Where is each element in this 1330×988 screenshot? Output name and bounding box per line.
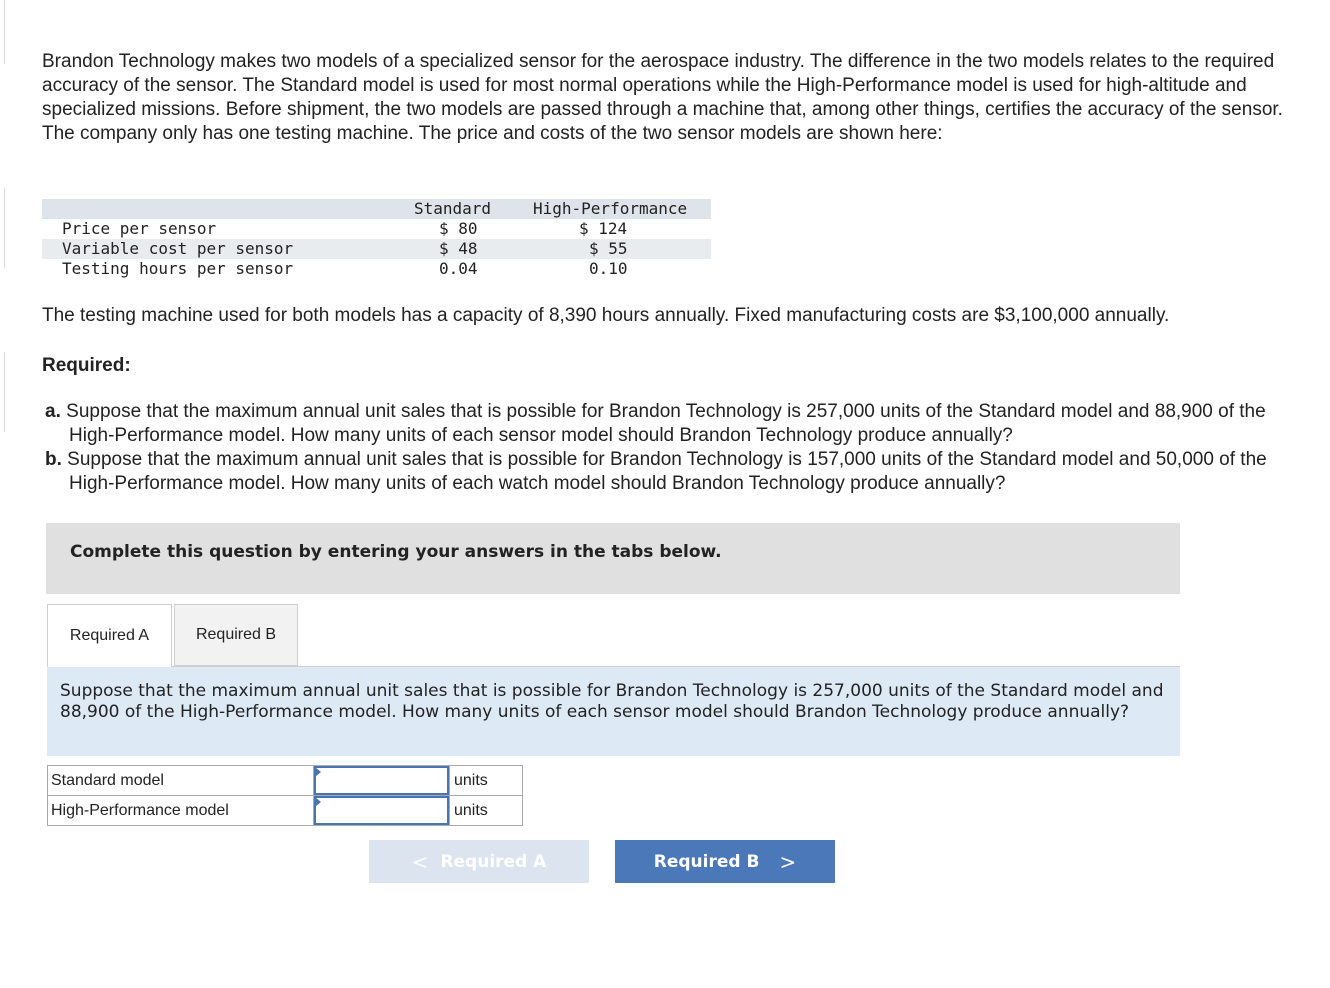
requirement-letter: b. bbox=[45, 449, 62, 470]
requirements-list bbox=[45, 400, 1280, 496]
answer-table bbox=[47, 765, 523, 826]
instruction-text: Complete this question by entering your answers in the tabs below. bbox=[70, 542, 722, 562]
intro-paragraph: Brandon Technology makes two models of a specialized sensor for the aerospace industry. The difference in the two models relates to the required accuracy of the sensor. The Standard model is used for most normal operations while the High-Performance model is used for high-altitude and specialized missions. Before shipment, the two models are passed through a machine that, among other things, certifies the accuracy of the sensor. The company only has one testing machine. The price and costs of the two sensor models are shown here: bbox=[42, 51, 1283, 144]
left-edge-mark bbox=[0, 0, 5, 64]
table-row bbox=[48, 766, 523, 796]
tab-required-a[interactable]: Required A bbox=[47, 604, 172, 667]
prev-required-a-button[interactable] bbox=[369, 840, 589, 883]
chevron-right-icon: > bbox=[779, 849, 797, 874]
standard-value: $ 48 bbox=[439, 239, 478, 258]
row-label: Testing hours per sensor bbox=[62, 259, 294, 278]
answer-label: Standard model bbox=[48, 766, 314, 796]
chevron-left-icon: < bbox=[411, 849, 429, 874]
answer-label: High-Performance model bbox=[48, 796, 314, 826]
tab-required-b[interactable]: Required B bbox=[174, 604, 298, 666]
high-performance-value: $ 55 bbox=[589, 239, 628, 258]
capacity-text: The testing machine used for both models has a capacity of 8,390 hours annually. Fixed manufacturing costs are $3,100,000 annually. bbox=[42, 305, 1170, 326]
requirement-text: Suppose that the maximum annual unit sales that is possible for Brandon Technology is 157,000 units of the Standard model and 50,000 of the High-Performance model. How many units of each watch model should Brandon Technology produce annually? bbox=[67, 449, 1267, 494]
left-edge-mark bbox=[0, 188, 5, 268]
required-heading: Required: bbox=[42, 355, 131, 376]
next-button-label: Required B bbox=[653, 851, 760, 872]
next-required-b-button[interactable] bbox=[615, 840, 835, 883]
cost-table-row bbox=[42, 219, 711, 239]
cost-table-row bbox=[42, 259, 711, 279]
prev-button-label: Required A bbox=[440, 851, 547, 872]
answer-input-cell bbox=[314, 766, 450, 796]
table-row bbox=[48, 796, 523, 826]
answer-unit: units bbox=[450, 796, 523, 826]
answer-unit: units bbox=[450, 766, 523, 796]
input-marker-icon bbox=[315, 767, 321, 777]
requirement-letter: a. bbox=[45, 401, 61, 422]
answer-input-cell bbox=[314, 796, 450, 826]
cost-table-header bbox=[42, 199, 711, 219]
question-text: Suppose that the maximum annual unit sales that is possible for Brandon Technology is 257,000 units of the Standard model and 88,900 of the High-Performance model. How many units of each sensor model should Brandon Technology produce annually? bbox=[60, 681, 1164, 722]
row-label: Variable cost per sensor bbox=[62, 239, 294, 258]
standard-model-input[interactable] bbox=[314, 766, 449, 795]
left-edge-mark bbox=[0, 352, 5, 432]
high-performance-model-input[interactable] bbox=[314, 796, 449, 825]
requirement-b bbox=[45, 448, 1280, 496]
standard-value: $ 80 bbox=[439, 219, 478, 238]
input-marker-icon bbox=[315, 797, 321, 807]
instruction-banner bbox=[46, 523, 1180, 594]
row-label: Price per sensor bbox=[62, 219, 217, 238]
high-performance-value: 0.10 bbox=[589, 259, 628, 278]
cost-table bbox=[42, 199, 711, 279]
header-standard: Standard bbox=[414, 199, 492, 218]
requirement-text: Suppose that the maximum annual unit sales that is possible for Brandon Technology is 257,000 units of the Standard model and 88,900 of the High-Performance model. How many units of each sensor model should Brandon Technology produce annually? bbox=[66, 401, 1266, 446]
high-performance-value: $ 124 bbox=[579, 219, 628, 238]
question-panel bbox=[47, 667, 1180, 756]
standard-value: 0.04 bbox=[439, 259, 478, 278]
cost-table-row bbox=[42, 239, 711, 259]
header-high-performance: High-Performance bbox=[533, 199, 688, 218]
requirement-a bbox=[45, 400, 1280, 448]
